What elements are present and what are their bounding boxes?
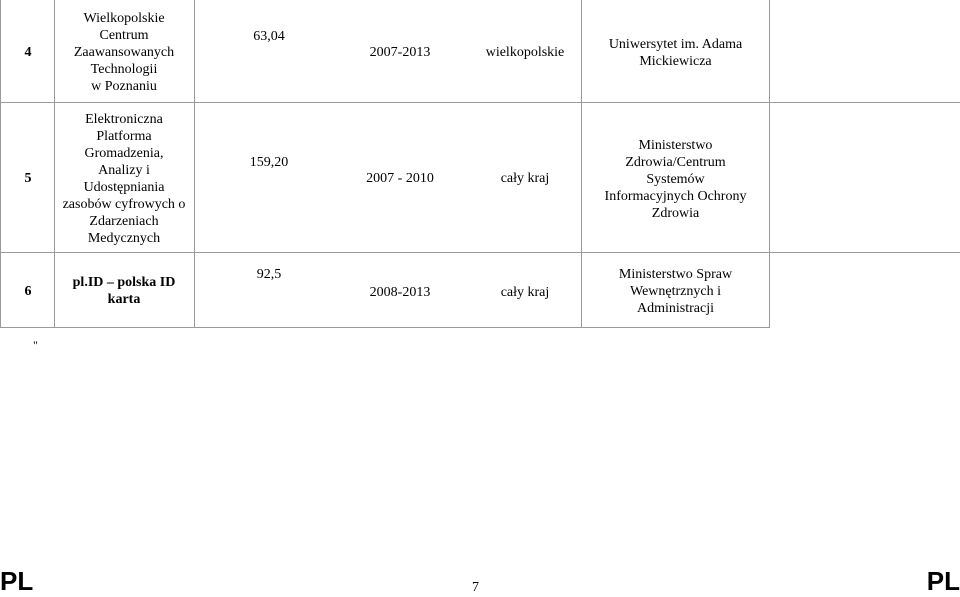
row-6-period: 2008-2013 — [369, 285, 431, 300]
footer-language-left: PL — [0, 566, 34, 596]
row-5-institution: Ministerstwo Zdrowia/Centrum Systemów Informacyjnych Ochrony Zdrowia — [604, 138, 747, 221]
row-4-name: Wielkopolskie Centrum Zaawansowanych Technologii w Poznaniu — [73, 11, 175, 94]
row-6-institution: Ministerstwo Spraw Wewnętrznych i Administracji — [618, 267, 733, 316]
row-4-period: 2007-2013 — [369, 45, 431, 60]
page-number: 7 — [472, 580, 479, 595]
row-6-name: pl.ID – polska ID karta — [72, 275, 176, 307]
row-5-number: 5 — [24, 171, 32, 186]
row-4-amount: 63,04 — [253, 29, 285, 44]
row-5-region: cały kraj — [500, 171, 550, 186]
row-5-name: Elektroniczna Platforma Gromadzenia, Analizy i Udostępniania zasobów cyfrowych o Zdarzeniach Medycznych — [62, 112, 186, 246]
row-4-number: 4 — [24, 45, 32, 60]
footer-language-right: PL — [926, 566, 960, 596]
trailing-quote-mark: " — [33, 338, 38, 352]
row-6-amount: 92,5 — [256, 267, 282, 282]
row-4-institution: Uniwersytet im. Adama Mickiewicza — [608, 37, 743, 69]
row-4-region: wielkopolskie — [485, 45, 565, 60]
row-5-amount: 159,20 — [249, 155, 289, 170]
row-6-region: cały kraj — [500, 285, 550, 300]
row-6-number: 6 — [24, 284, 32, 299]
row-5-period: 2007 - 2010 — [366, 171, 434, 186]
